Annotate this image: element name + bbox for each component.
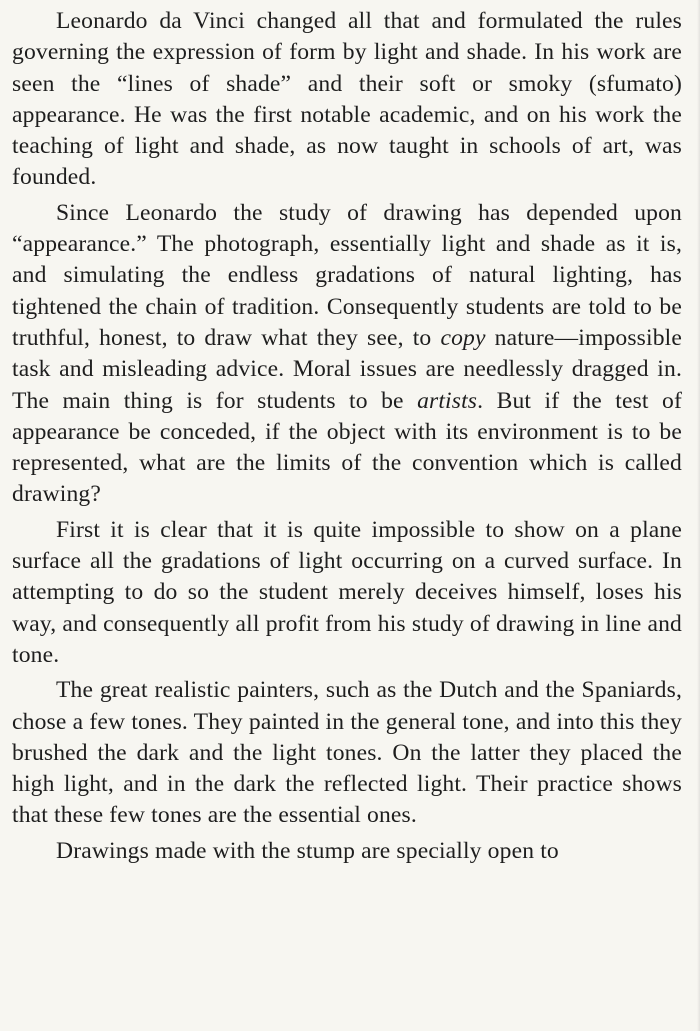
paragraph-text: Since Leonardo the study of drawing has depended upon “appearance.” The photograph, essentially light and shade as it is, and simulating the endless gradations of natural lighting, has tightened the chain of tradition. Consequently students are told to be truthful, honest, to draw what they see, to [12,199,682,351]
paragraph-leonardo [12,6,682,194]
italic-word-copy: copy [440,324,486,351]
italic-word-artists: artists [417,387,478,414]
paragraph-text: nature—impossible task and misleading advice. Moral issues are needlessly dragged in. The main thing is for students to be [12,324,682,414]
paragraph-gradations [12,515,682,671]
paragraph-text: The great realistic painters, such as the Dutch and the Spaniards, chose a few tones. They painted in the general tone, and into this they brushed the dark and the light tones. On the latter they placed the high light, and in the dark the reflected light. Their practice shows that these few tones are the essential ones. [12,677,682,829]
paragraph-text: First it is clear that it is quite impossible to show on a plane surface all the gradations of light occurring on a curved surface. In attempting to do so the student merely deceives himself, loses his way, and consequently all profit from his study of drawing in line and tone. [12,516,682,668]
paragraph-text: Leonardo da Vinci changed all that and formulated the rules governing the expression of form by light and shade. In his work are seen the “lines of shade” and their soft or smoky (sfumato) appearance. He was the first notable academic, and on his work the teaching of light and shade, as now taught in schools of art, was founded. [12,8,682,191]
paragraph-realistic-painters [12,675,682,831]
paragraph-text: . But if the test of appearance be conceded, if the object with its environment is to be represented, what are the limits of the convention which is called drawing? [12,387,682,508]
paragraph-appearance [12,198,682,511]
paragraph-text: Drawings made with the stump are specially open to [56,837,559,864]
paragraph-stump-drawings [12,836,682,867]
